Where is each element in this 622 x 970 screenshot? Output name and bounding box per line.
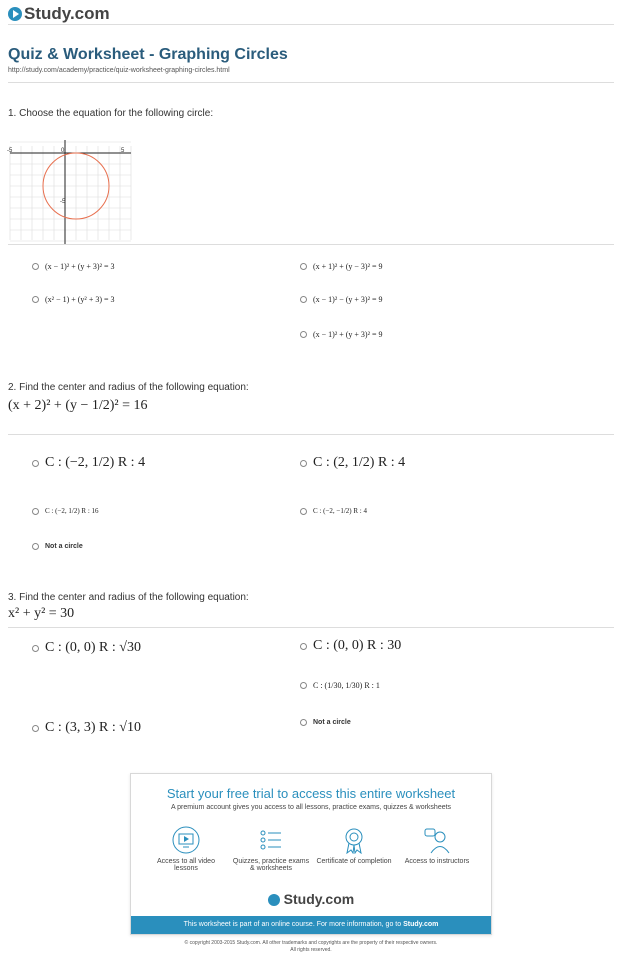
radio-button[interactable] [300,331,307,338]
radio-button[interactable] [300,460,307,467]
instructor-icon [423,826,451,854]
q2-option-c[interactable] [32,507,99,515]
banner-footer-link[interactable]: Study.com [403,921,439,928]
banner-logo-text: Study.com [283,891,355,907]
page-url[interactable]: http://study.com/academy/practice/quiz-worksheet-graphing-circles.html [8,67,230,74]
circle-graph [6,140,134,244]
feature-certificate-label: Certificate of completion [316,858,392,865]
q3-option-a[interactable] [32,640,141,656]
banner-footer-text: This worksheet is part of an online course. For more information, go to [183,921,402,928]
q1-option-c[interactable] [32,295,115,304]
award-ribbon-icon [340,826,368,854]
copyright-line-1: © copyright 2003-2015 Study.com. All other trademarks and copyrights are the property of their respective owners. [184,940,438,946]
q1-option-b-text: (x + 1)² + (y − 3)² = 9 [313,262,383,271]
q2-option-b[interactable] [300,455,405,471]
radio-button[interactable] [32,645,39,652]
question-1-prompt: 1. Choose the equation for the following circle: [8,108,214,119]
radio-button[interactable] [32,543,39,550]
feature-quizzes-label: Quizzes, practice exams & worksheets [232,858,310,872]
q1-option-b[interactable] [300,262,383,271]
q3-option-b[interactable] [300,638,401,654]
q1-option-c-text: (x² − 1) + (y² + 3) = 3 [45,295,115,304]
feature-quizzes [231,826,311,872]
radio-button[interactable] [32,460,39,467]
q2-option-d-text: C : (−2, −1/2) R : 4 [313,507,367,515]
question-2-prompt: 2. Find the center and radius of the following equation: [8,382,249,393]
tick-zero: 0 [61,148,65,154]
q3-option-d[interactable] [32,720,141,736]
q3-option-c[interactable] [300,681,380,690]
q2-option-d[interactable] [300,507,367,515]
radio-button[interactable] [32,508,39,515]
q3-option-c-text: C : (1/30, 1/30) R : 1 [313,681,380,690]
q2-option-e[interactable] [32,543,83,550]
logo-text: Study.com [24,4,110,23]
radio-button[interactable] [300,643,307,650]
q2-option-b-text: C : (2, 1/2) R : 4 [313,455,406,470]
question-3-prompt: 3. Find the center and radius of the following equation: [8,592,249,603]
page-title: Quiz & Worksheet - Graphing Circles [8,46,288,63]
copyright [0,940,622,954]
banner-subline: A premium account gives you access to all lessons, practice exams, quizzes & worksheets [170,804,452,811]
q2-option-a[interactable] [32,455,145,471]
q2-option-a-text: C : (−2, 1/2) R : 4 [45,455,146,470]
banner-headline[interactable]: Start your free trial to access this entire worksheet [166,786,456,801]
q2-divider [8,434,614,435]
tick-pos-x: 5 [121,148,125,154]
study-logo[interactable] [8,4,110,24]
q3-option-b-text: C : (0, 0) R : 30 [313,638,402,653]
tick-neg-y: -5 [60,199,66,205]
tick-neg-x: -5 [7,148,13,154]
q3-option-a-text: C : (0, 0) R : √30 [45,640,141,655]
q1-option-a[interactable] [32,262,115,271]
radio-button[interactable] [32,725,39,732]
feature-instructors [397,826,477,865]
q2-option-c-text: C : (−2, 1/2) R : 16 [45,507,99,515]
checklist-icon [257,826,285,854]
radio-button[interactable] [300,508,307,515]
feature-certificate [314,826,394,865]
radio-button[interactable] [32,296,39,303]
radio-button[interactable] [300,682,307,689]
q3-divider [8,627,614,628]
video-screen-icon [172,826,200,854]
q1-option-d[interactable] [300,295,383,304]
feature-video-label: Access to all video lessons [157,858,215,872]
q3-option-e-text: Not a circle [313,719,351,726]
question-3-equation: x² + y² = 30 [8,606,75,621]
banner-logo[interactable] [131,891,491,907]
title-divider [8,82,614,83]
feature-video-lessons [146,826,226,872]
radio-button[interactable] [300,263,307,270]
play-icon [268,894,280,906]
radio-button[interactable] [300,296,307,303]
q3-option-d-text: C : (3, 3) R : √10 [45,720,141,735]
play-icon [8,7,22,21]
q1-option-e[interactable] [300,330,383,339]
free-trial-banner[interactable] [130,773,492,935]
feature-instructors-label: Access to instructors [404,858,470,865]
radio-button[interactable] [32,263,39,270]
q1-option-d-text: (x − 1)² − (y + 3)² = 9 [313,295,383,304]
q1-option-a-text: (x − 1)² + (y + 3)² = 3 [45,262,115,271]
question-2-equation: (x + 2)² + (y − 1/2)² = 16 [8,398,148,413]
header-divider [8,24,614,25]
copyright-line-2: All rights reserved. [290,947,332,953]
radio-button[interactable] [300,719,307,726]
q1-divider [8,244,614,245]
q1-option-e-text: (x − 1)² + (y + 3)² = 9 [313,330,383,339]
q3-option-e[interactable] [300,719,351,726]
banner-footer [131,916,491,934]
q2-option-e-text: Not a circle [45,543,83,550]
